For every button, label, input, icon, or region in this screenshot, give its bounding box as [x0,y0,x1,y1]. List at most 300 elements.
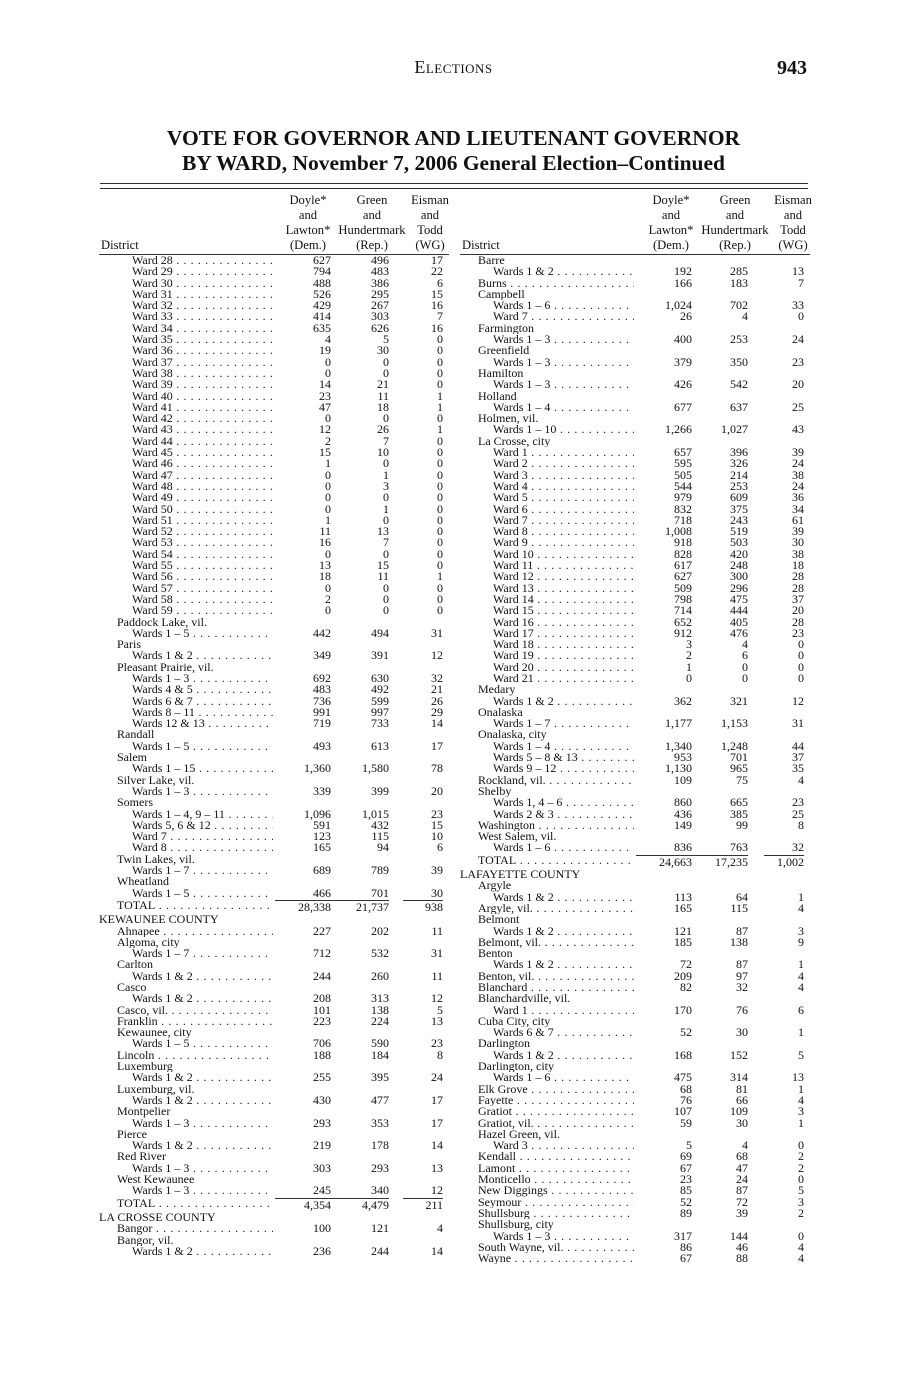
doyle-votes: 86 [680,1239,692,1254]
green-header: Green and Hundertmark (Rep.) [338,193,406,252]
eisman-votes: 0 [437,580,443,595]
district-heading [99,1106,449,1117]
district-heading [460,880,810,891]
doyle-votes: 706 [313,1036,331,1051]
eisman-votes: 24 [792,332,804,347]
green-votes: 253 [730,478,748,493]
doyle-votes: 166 [674,275,692,290]
total-row [99,899,449,914]
table-row [460,1047,810,1062]
district-label: La Crosse, city [478,435,551,448]
district-label: Ward 9 . . . [493,537,634,548]
doyle-votes: 0 [325,501,331,516]
eisman-votes: 1 [798,1025,804,1040]
district-label: TOTAL . . . [478,855,634,866]
district-heading [99,1061,449,1072]
doyle-votes: 1,177 [665,716,692,731]
district-label: Ahnapee . . . [117,926,273,937]
doyle-votes: 0 [325,365,331,380]
green-votes: 701 [371,885,389,900]
table-row [460,1205,810,1220]
district-label: Ward 58 . . . [132,594,273,605]
green-votes: 432 [371,817,389,832]
eisman-votes: 23 [792,354,804,369]
district-heading [460,345,810,356]
district-label: Wards 1 & 2 . . . [132,1140,273,1151]
doyle-votes: 2 [325,591,331,606]
table-row [99,255,449,266]
district-label: Red River [117,1151,166,1163]
table-row [99,492,449,503]
district-heading [99,982,449,993]
district-label: Ward 50 . . . [132,504,273,515]
doyle-votes: 165 [313,840,331,855]
green-votes: 0 [383,512,389,527]
district-label: Franklin . . . [117,1016,273,1027]
district-label: Luxemburg [117,1061,173,1073]
eisman-votes: 1 [437,422,443,437]
eisman-votes: 4 [798,1092,804,1107]
green-votes: 47 [736,1160,748,1175]
doyle-votes: 430 [313,1092,331,1107]
district-label: Benton, vil. . . . [478,971,634,982]
table-row [460,982,810,993]
district-heading [99,1084,449,1095]
doyle-votes: 349 [313,648,331,663]
doyle-votes: 11 [319,524,331,539]
district-label: Ward 15 . . . [493,605,634,616]
eisman-votes: 1 [798,1115,804,1130]
doyle-votes: 692 [313,670,331,685]
district-label: Wheatland [117,876,169,888]
green-votes: 87 [736,957,748,972]
eisman-votes: 1 [437,569,443,584]
district-label: Wards 1 – 6 . . . [493,842,634,853]
district-label: Ward 8 . . . [132,842,273,853]
green-votes: 702 [730,298,748,313]
doyle-votes: 362 [674,693,692,708]
green-votes: 314 [730,1070,748,1085]
doyle-votes: 595 [674,456,692,471]
green-votes: 13 [377,524,389,539]
green-votes: 763 [730,840,748,855]
eisman-votes: 37 [792,591,804,606]
district-label: Wards 1 – 4 . . . [493,741,634,752]
eisman-votes: 0 [437,433,443,448]
district-label: Montpelier [117,1106,171,1118]
green-votes: 295 [371,286,389,301]
eisman-votes: 24 [431,1070,443,1085]
doyle-votes: 591 [313,817,331,832]
table-row [460,817,810,832]
table-row [460,1140,810,1151]
district-label: Wards 1 & 2 . . . [493,892,634,903]
doyle-votes: 100 [313,1221,331,1236]
green-votes: 375 [730,501,748,516]
total-row [99,1197,449,1212]
district-label: Wards 1 – 4, 9 – 11 . . . [132,809,273,820]
district-label: Wards 1 & 2 . . . [493,959,634,970]
eisman-votes: 37 [792,750,804,765]
table-row [460,537,810,548]
table-row [99,1092,449,1107]
eisman-votes: 25 [792,399,804,414]
district-label: Pierce [117,1128,147,1141]
doyle-votes: 509 [674,580,692,595]
table-row [99,831,449,842]
doyle-votes: 339 [313,783,331,798]
eisman-votes: 3 [798,923,804,938]
district-heading [460,436,810,447]
district-label: Ward 53 . . . [132,537,273,548]
district-label: Ward 37 . . . [132,357,273,368]
green-votes: 76 [736,1002,748,1017]
doyle-votes: 4 [325,332,331,347]
eisman-votes: 36 [792,490,804,505]
title-line-2: BY WARD, November 7, 2006 General Election–Continued [181,151,726,175]
eisman-votes: 0 [798,659,804,674]
doyle-votes: 12 [319,422,331,437]
district-heading [460,993,810,1004]
district-label: Wards 1 – 3 . . . [493,379,634,390]
green-votes: 39 [736,1205,748,1220]
eisman-votes: 31 [431,946,443,961]
doyle-votes: 67 [680,1160,692,1175]
district-label: Ward 10 . . . [493,549,634,560]
doyle-votes: 526 [313,286,331,301]
table-row [460,625,810,640]
district-label: West Kewaunee [117,1174,195,1186]
doyle-votes: 28,338 [275,900,331,913]
green-votes: 477 [371,1092,389,1107]
doyle-votes: 52 [680,1194,692,1209]
district-label: Belmont [478,914,520,926]
eisman-votes: 29 [431,704,443,719]
doyle-votes: 426 [674,377,692,392]
eisman-votes: 3 [798,1194,804,1209]
eisman-votes: 1 [798,957,804,972]
green-votes: 1,153 [721,716,748,731]
eisman-votes: 5 [798,1047,804,1062]
green-votes: 0 [383,411,389,426]
page-number: 943 [777,57,807,79]
table-row [99,1013,449,1028]
doyle-votes: 245 [313,1183,331,1198]
district-label: Wards 1 – 5 . . . [132,628,273,639]
table-row [99,885,449,900]
county-heading [99,914,449,925]
eisman-votes: 24 [792,478,804,493]
table-row [99,388,449,403]
green-votes: 1 [383,501,389,516]
district-label: Wards 12 & 13 . . . [132,718,273,729]
district-label: Benton [478,948,513,960]
district-label: Paddock Lake, vil. [117,616,207,628]
table-row [460,693,810,708]
doyle-votes: 505 [674,467,692,482]
table-row [460,571,810,582]
doyle-votes: 379 [674,354,692,369]
green-votes: 789 [371,863,389,878]
district-label: Ward 55 . . . [132,560,273,571]
eisman-votes: 33 [792,298,804,313]
district-label: Wards 1 – 10 . . . [493,424,634,435]
district-label: Silver Lake, vil. [117,774,195,786]
doyle-votes: 1,340 [665,738,692,753]
table-row [99,1140,449,1151]
district-label: Ward 19 . . . [493,650,634,661]
eisman-votes: 7 [437,309,443,324]
eisman-votes: 1 [437,399,443,414]
table-row [99,865,449,876]
green-votes: 300 [730,569,748,584]
table-row [99,650,449,661]
doyle-header: Doyle* and Lawton* (Dem.) [285,193,331,252]
district-label: Ward 54 . . . [132,549,273,560]
table-row [460,639,810,650]
district-label: Wards 1 – 4 . . . [493,402,634,413]
doyle-votes: 0 [325,603,331,618]
district-label: Ward 8 . . . [493,526,634,537]
district-label: Fayette . . . [478,1095,634,1106]
eisman-votes: 6 [437,840,443,855]
district-label: Wards 1 – 7 . . . [132,865,273,876]
table-row [460,934,810,949]
district-label: Bangor, vil. [117,1234,174,1246]
green-votes: 637 [730,399,748,414]
green-votes: 21 [377,377,389,392]
eisman-votes: 11 [431,923,443,938]
district-label: Ward 21 . . . [493,673,634,684]
table-row [460,752,810,763]
doyle-votes: 617 [674,558,692,573]
table-row [99,345,449,356]
doyle-votes: 442 [313,625,331,640]
doyle-votes: 69 [680,1149,692,1164]
table-row [99,266,449,277]
green-votes: 138 [730,934,748,949]
district-label: Ward 7 . . . [493,311,634,322]
district-label: Lincoln . . . [117,1050,273,1061]
district-label: Ward 31 . . . [132,289,273,300]
district-label: Ward 41 . . . [132,402,273,413]
district-label: Ward 6 . . . [493,504,634,515]
doyle-votes: 0 [325,411,331,426]
district-label: Campbell [478,288,525,301]
district-label: Wards 1 & 2 . . . [493,696,634,707]
table-row [99,526,449,537]
green-votes: 519 [730,524,748,539]
doyle-votes: 689 [313,863,331,878]
green-votes: 30 [736,1025,748,1040]
district-label: Ward 49 . . . [132,492,273,503]
green-votes: 353 [371,1115,389,1130]
green-votes: 109 [730,1104,748,1119]
doyle-votes: 14 [319,377,331,392]
green-votes: 285 [730,264,748,279]
county-heading [99,1212,449,1223]
green-votes: 385 [730,806,748,821]
district-heading [460,1219,810,1230]
green-header: Green and Hundertmark (Rep.) [701,193,769,252]
district-label: Ward 28 . . . [132,255,273,266]
district-label: Ward 11 . . . [493,560,634,571]
district-heading [460,684,810,695]
eisman-votes: 39 [431,863,443,878]
district-label: Somers [117,797,153,809]
green-votes: 420 [730,546,748,561]
green-votes: 21,737 [331,900,389,913]
eisman-votes: 17 [431,253,443,267]
district-label: Blanchard . . . [478,982,634,993]
district-label: Wards 1 – 3 . . . [493,334,634,345]
district-label: Wards 5 – 8 & 13 . . . [493,752,634,763]
district-heading [99,617,449,628]
eisman-votes: 0 [437,512,443,527]
table-row [99,1038,449,1049]
eisman-votes: 21 [431,682,443,697]
eisman-votes: 32 [431,670,443,685]
eisman-votes: 13 [792,1070,804,1085]
table-row [460,334,810,345]
green-votes: 183 [730,275,748,290]
table-row [460,1002,810,1017]
doyle-votes: 4,354 [275,1198,331,1211]
district-heading [99,937,449,948]
district-label: Farmington [478,322,534,335]
green-votes: 178 [371,1138,389,1153]
doyle-votes: 123 [313,829,331,844]
green-votes: 0 [383,580,389,595]
district-label: Blanchardville, vil. [478,993,571,1005]
doyle-votes: 208 [313,991,331,1006]
district-label: TOTAL . . . [117,900,273,911]
district-label: Lamont . . . [478,1163,634,1174]
doyle-votes: 475 [674,1070,692,1085]
eisman-votes: 0 [437,332,443,347]
doyle-votes: 209 [674,968,692,983]
table-row [99,625,449,640]
left-column [99,192,449,1257]
eisman-votes: 1,002 [764,855,804,868]
table-row [99,399,449,414]
eisman-votes: 13 [431,1013,443,1028]
table-row [460,806,810,821]
district-label: Ward 59 . . . [132,605,273,616]
green-votes: 66 [736,1092,748,1107]
running-header [0,57,907,81]
table-row [460,842,810,853]
district-label: Wards 1 & 2 . . . [132,971,273,982]
doyle-votes: 15 [319,445,331,460]
table-row [460,1151,810,1162]
district-label: Elk Grove . . . [478,1084,634,1095]
table-row [99,537,449,548]
table-row [460,1027,810,1038]
green-votes: 7 [383,535,389,550]
green-votes: 144 [730,1228,748,1243]
green-votes: 293 [371,1160,389,1175]
district-heading [460,413,810,424]
green-votes: 0 [742,659,748,674]
table-row [99,670,449,685]
doyle-votes: 991 [313,704,331,719]
district-label: Wards 1 & 2 . . . [132,1095,273,1106]
eisman-votes: 10 [431,829,443,844]
district-heading [99,1027,449,1038]
district-label: Wards 9 – 12 . . . [493,763,634,774]
green-votes: 0 [383,365,389,380]
district-heading [460,729,810,740]
district-heading [460,786,810,797]
doyle-votes: 113 [674,889,692,904]
district-label: Argyle, vil. . . . [478,903,634,914]
eisman-votes: 0 [437,467,443,482]
doyle-votes: 2 [325,433,331,448]
doyle-votes: 59 [680,1115,692,1130]
green-votes: 326 [730,456,748,471]
table-row [99,286,449,301]
doyle-votes: 979 [674,490,692,505]
doyle-votes: 13 [319,558,331,573]
eisman-votes: 28 [792,614,804,629]
district-label: Greenfield [478,345,530,357]
table-row [99,424,449,435]
district-label: Wards 1 & 2 . . . [132,1246,273,1257]
doyle-votes: 1 [325,512,331,527]
eisman-votes: 61 [792,512,804,527]
table-row [460,266,810,277]
table-row [99,379,449,390]
district-label: Bangor . . . [117,1223,273,1234]
eisman-votes: 23 [431,1036,443,1051]
district-label: Seymour . . . [478,1197,634,1208]
eisman-votes: 31 [431,625,443,640]
eisman-votes: 16 [431,320,443,335]
district-heading [99,1151,449,1162]
eisman-votes: 43 [792,422,804,437]
table-row [460,797,810,808]
green-votes: 475 [730,591,748,606]
district-label: Ward 30 . . . [132,278,273,289]
table-row [460,447,810,458]
green-votes: 396 [730,445,748,460]
district-label: Darlington, city [478,1061,554,1073]
doyle-votes: 188 [313,1047,331,1062]
table-row [460,889,810,904]
table-row [460,492,810,503]
green-votes: 399 [371,783,389,798]
doyle-votes: 718 [674,512,692,527]
eisman-votes: 12 [431,648,443,663]
table-row [460,959,810,970]
right-table-body [460,255,810,1264]
district-label: Ward 18 . . . [493,639,634,650]
green-votes: 68 [736,1149,748,1164]
green-votes: 3 [383,478,389,493]
table-row [99,354,449,369]
doyle-votes: 483 [313,682,331,697]
district-label: KEWAUNEE COUNTY [99,914,219,926]
table-row [460,1228,810,1243]
green-votes: 115 [371,829,389,844]
district-label: Holmen, vil. [478,413,539,425]
table-row [460,614,810,629]
doyle-votes: 719 [313,716,331,731]
doyle-votes: 2 [686,648,692,663]
eisman-votes: 3 [798,1104,804,1119]
eisman-votes: 0 [437,524,443,539]
